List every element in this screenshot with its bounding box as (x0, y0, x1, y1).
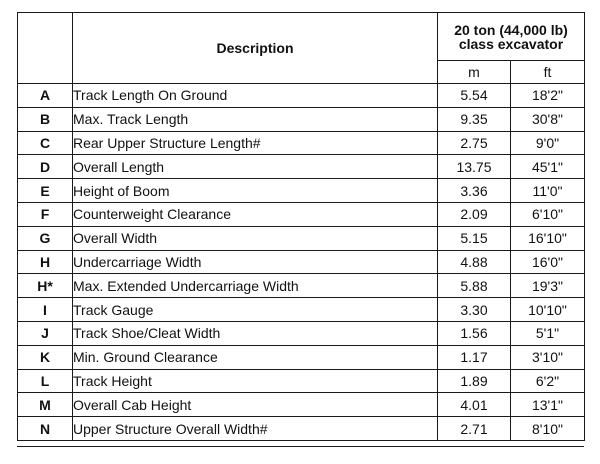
row-value-feet: 5'1" (511, 321, 585, 345)
table-row (18, 274, 585, 298)
row-letter: B (18, 107, 73, 131)
row-letter: M (18, 393, 73, 417)
row-value-feet: 9'0" (511, 131, 585, 155)
row-description: Track Gauge (73, 298, 438, 322)
unit-meters-label: m (468, 64, 480, 80)
row-letter: D (18, 155, 73, 179)
table-row (18, 202, 585, 226)
row-value-meters: 5.15 (438, 226, 511, 250)
row-letter: K (18, 345, 73, 369)
row-value-feet: 16'0" (511, 250, 585, 274)
table-row (18, 226, 585, 250)
table-row (18, 250, 585, 274)
row-description: Max. Track Length (73, 107, 438, 131)
row-value-feet: 10'10" (511, 298, 585, 322)
row-description: Counterweight Clearance (73, 202, 438, 226)
table-row (18, 393, 585, 417)
row-letter: C (18, 131, 73, 155)
row-value-feet: 45'1" (511, 155, 585, 179)
row-letter: H* (18, 274, 73, 298)
row-value-feet: 6'10" (511, 202, 585, 226)
table-row (18, 369, 585, 393)
row-value-meters: 3.36 (438, 179, 511, 203)
row-description: Height of Boom (73, 179, 438, 203)
row-value-feet: 13'1" (511, 393, 585, 417)
row-description: Track Shoe/Cleat Width (73, 321, 438, 345)
row-description: Upper Structure Overall Width# (73, 417, 438, 441)
row-value-meters: 9.35 (438, 107, 511, 131)
class-header-line2: class excavator (458, 35, 564, 52)
row-value-meters: 1.89 (438, 369, 511, 393)
table-row (18, 345, 585, 369)
row-value-meters: 2.75 (438, 131, 511, 155)
row-description: Min. Ground Clearance (73, 345, 438, 369)
table-row (18, 321, 585, 345)
row-description: Max. Extended Undercarriage Width (73, 274, 438, 298)
row-description: Overall Width (73, 226, 438, 250)
letter-column-header (18, 13, 73, 84)
row-value-feet: 3'10" (511, 345, 585, 369)
row-description: Undercarriage Width (73, 250, 438, 274)
row-value-feet: 18'2" (511, 84, 585, 108)
row-letter: L (18, 369, 73, 393)
row-letter: H (18, 250, 73, 274)
unit-feet-label: ft (543, 64, 552, 80)
row-description: Overall Cab Height (73, 393, 438, 417)
row-letter: G (18, 226, 73, 250)
row-value-meters: 5.54 (438, 84, 511, 108)
row-value-meters: 5.88 (438, 274, 511, 298)
row-value-meters: 4.88 (438, 250, 511, 274)
row-value-feet: 19'3" (511, 274, 585, 298)
table-bottom-border (17, 446, 584, 447)
row-description: Track Height (73, 369, 438, 393)
row-letter: I (18, 298, 73, 322)
row-description: Track Length On Ground (73, 84, 438, 108)
specification-table (17, 12, 585, 441)
unit-feet-header (511, 61, 585, 84)
table-header (18, 13, 585, 84)
table-row (18, 131, 585, 155)
row-value-feet: 6'2" (511, 369, 585, 393)
row-value-feet: 16'10" (511, 226, 585, 250)
row-letter: N (18, 417, 73, 441)
table-row (18, 155, 585, 179)
row-letter: E (18, 179, 73, 203)
row-value-feet: 30'8" (511, 107, 585, 131)
row-letter: F (18, 202, 73, 226)
row-value-feet: 11'0" (511, 179, 585, 203)
row-value-meters: 2.71 (438, 417, 511, 441)
excavator-class-header (438, 13, 585, 61)
row-value-meters: 3.30 (438, 298, 511, 322)
table-row (18, 179, 585, 203)
table-body (18, 84, 585, 441)
class-header-line1: 20 ton (44,000 lb) (454, 21, 568, 38)
table-row (18, 417, 585, 441)
description-header-label: Description (216, 40, 294, 56)
row-value-meters: 13.75 (438, 155, 511, 179)
row-description: Rear Upper Structure Length# (73, 131, 438, 155)
row-letter: J (18, 321, 73, 345)
row-value-meters: 1.17 (438, 345, 511, 369)
row-value-meters: 4.01 (438, 393, 511, 417)
table-row (18, 298, 585, 322)
row-value-meters: 2.09 (438, 202, 511, 226)
row-letter: A (18, 84, 73, 108)
description-column-header (73, 13, 438, 84)
row-value-feet: 8'10" (511, 417, 585, 441)
row-value-meters: 1.56 (438, 321, 511, 345)
row-description: Overall Length (73, 155, 438, 179)
unit-meters-header (438, 61, 511, 84)
table-row (18, 84, 585, 108)
table-row (18, 107, 585, 131)
